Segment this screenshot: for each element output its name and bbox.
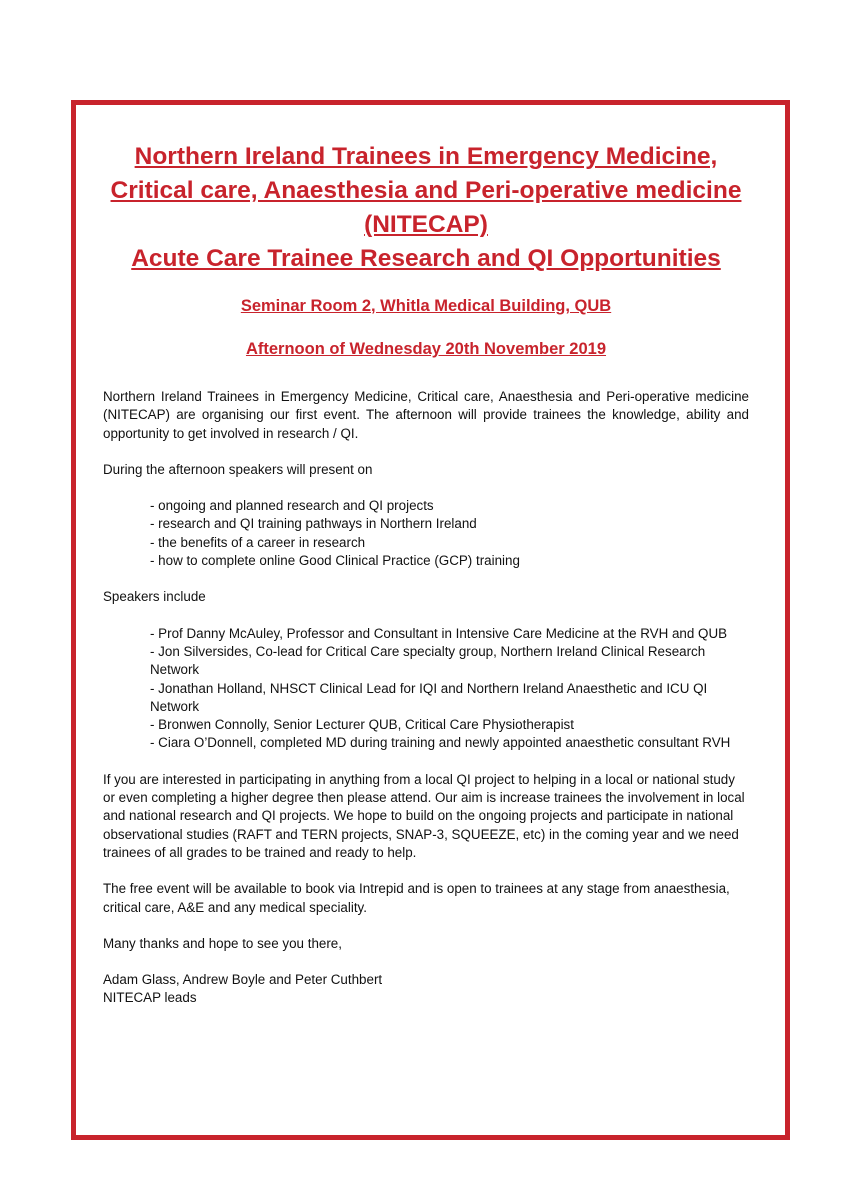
list-item: - research and QI training pathways in Northern Ireland <box>150 516 477 532</box>
list-item: - Prof Danny McAuley, Professor and Consultant in Intensive Care Medicine at the RVH and QUB <box>150 625 728 641</box>
title-line-1: Northern Ireland Trainees in Emergency Medicine, <box>134 143 718 170</box>
speakers-heading: Speakers include <box>103 589 206 605</box>
speakers-list <box>103 625 749 753</box>
event-date: Afternoon of Wednesday 20th November 2019 <box>245 340 607 358</box>
closing-line: Many thanks and hope to see you there, <box>103 935 342 951</box>
title-line-4: Acute Care Trainee Research and QI Opportunities <box>131 245 721 272</box>
list-item: - ongoing and planned research and QI projects <box>150 498 434 514</box>
signatories: Adam Glass, Andrew Boyle and Peter Cuthbert <box>103 972 383 988</box>
list-item: - Jon Silversides, Co-lead for Critical Care specialty group, Northern Ireland Clinical Research Network <box>150 643 706 678</box>
title-line-3: (NITECAP) <box>364 211 488 238</box>
signature-block <box>103 971 749 1008</box>
interest-paragraph: If you are interested in participating in anything from a local QI project to helping in a local or national study or even completing a higher degree then please attend. Our aim is increase trainees the involvement in local and national research and QI projects. We hope to build on the ongoing projects and participate in national observational studies (RAFT and TERN projects, SNAP-3, SQUEEZE, etc) in the coming year and we need trainees of all grades to be trained and ready to help. <box>103 771 745 860</box>
list-item: - the benefits of a career in research <box>150 534 366 550</box>
list-item: - how to complete online Good Clinical Practice (GCP) training <box>150 553 520 569</box>
signatory-role: NITECAP leads <box>103 990 197 1006</box>
booking-paragraph: The free event will be available to book via Intrepid and is open to trainees at any stage from anaesthesia, critical care, A&E and any medical speciality. <box>103 881 730 915</box>
topics-list <box>103 497 749 570</box>
list-item: - Ciara O’Donnell, completed MD during training and newly appointed anaesthetic consultant RVH <box>150 735 731 751</box>
event-venue: Seminar Room 2, Whitla Medical Building, QUB <box>240 297 612 315</box>
topics-heading: During the afternoon speakers will present on <box>103 461 373 477</box>
intro-paragraph: Northern Ireland Trainees in Emergency Medicine, Critical care, Anaesthesia and Peri-operative medicine (NITECAP) are organising our first event. The afternoon will provide trainees the knowledge, ability and opportunity to get involved in research / QI. <box>103 389 749 441</box>
flyer-content <box>103 140 749 1008</box>
list-item: - Jonathan Holland, NHSCT Clinical Lead for IQI and Northern Ireland Anaesthetic and ICU QI Network <box>150 680 708 714</box>
title-line-2: Critical care, Anaesthesia and Peri-operative medicine <box>110 177 742 204</box>
event-title <box>103 140 749 276</box>
list-item: - Bronwen Connolly, Senior Lecturer QUB, Critical Care Physiotherapist <box>150 717 574 733</box>
